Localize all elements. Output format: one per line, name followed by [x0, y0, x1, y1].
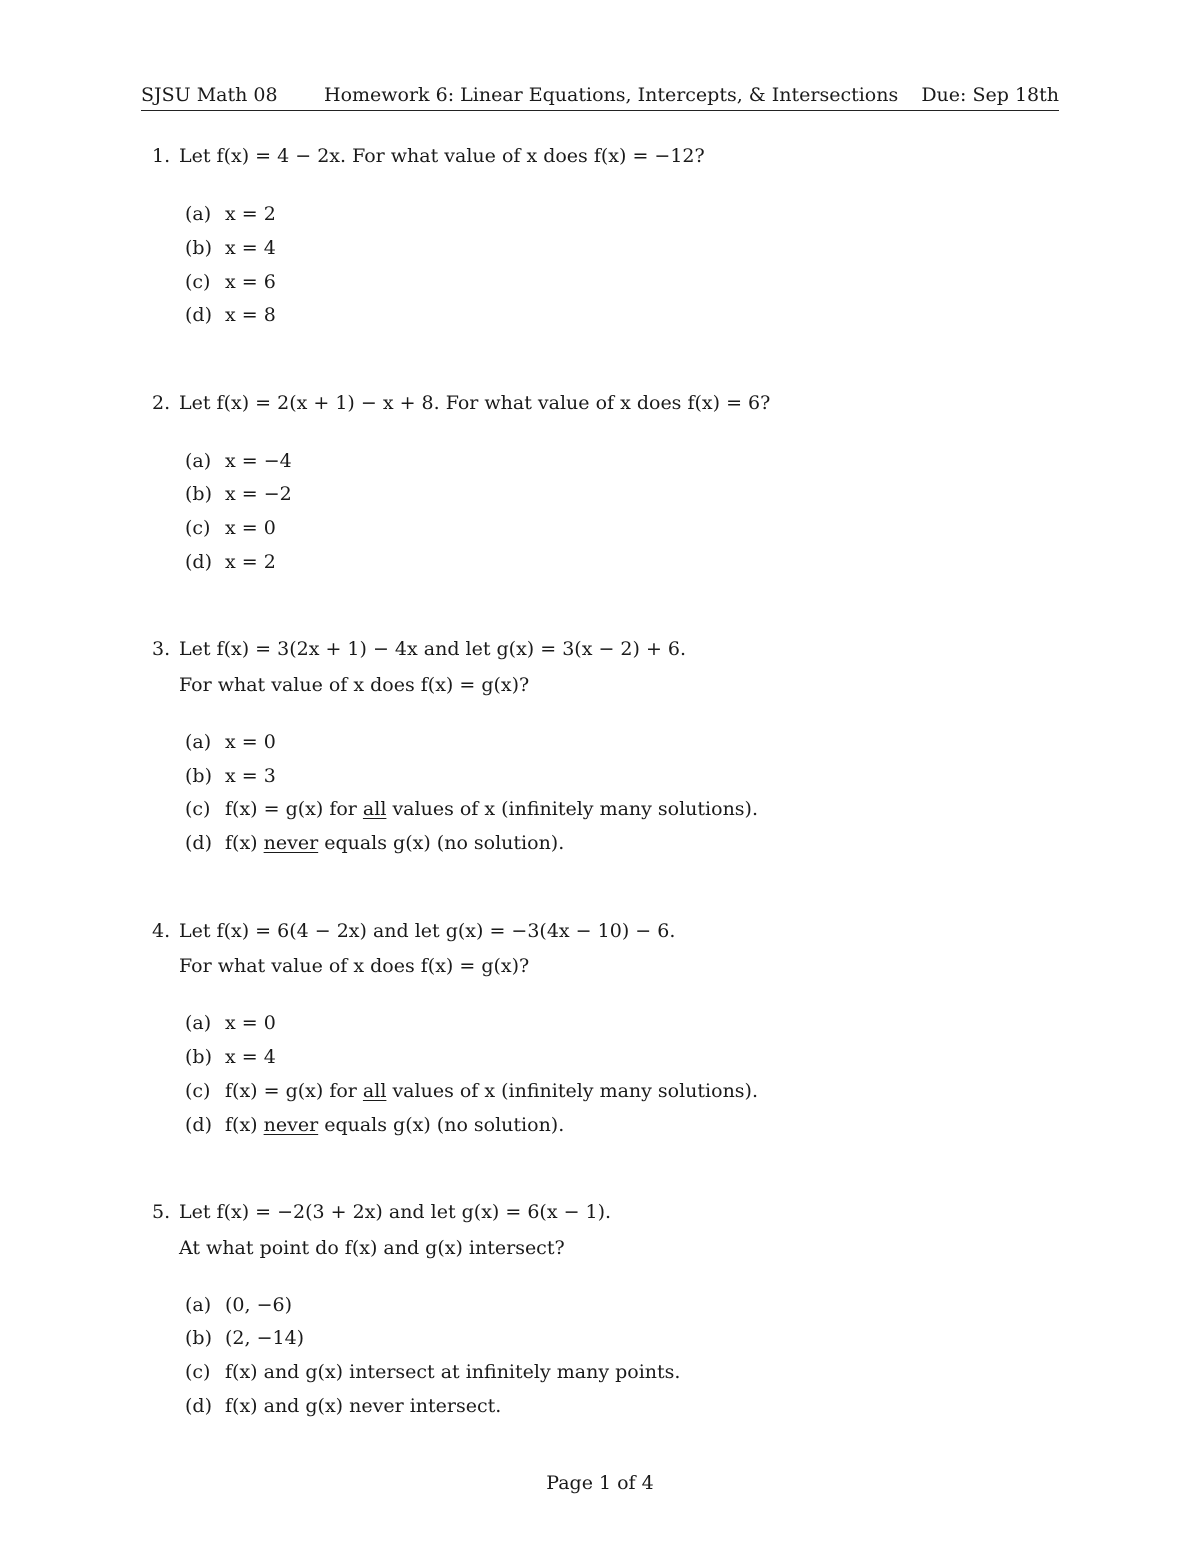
option-label: (a)	[185, 1012, 212, 1034]
option-text: x = 0	[225, 1012, 276, 1034]
option-label: (a)	[185, 450, 212, 472]
option-text: f(x) never equals g(x) (no solution).	[225, 1114, 565, 1136]
option-label: (a)	[185, 203, 212, 225]
page-header	[141, 84, 1059, 111]
option-text: f(x) and g(x) never intersect.	[225, 1395, 502, 1417]
question-text: Let f(x) = 6(4 − 2x) and let g(x) = −3(4x − 10) − 6.	[179, 920, 676, 942]
question-text: Let f(x) = 4 − 2x. For what value of x does f(x) = −12?	[179, 145, 705, 167]
page-number: Page 1 of 4	[546, 1472, 654, 1494]
option-label: (d)	[185, 551, 212, 573]
question-text: Let f(x) = 3(2x + 1) − 4x and let g(x) = 3(x − 2) + 6.	[179, 638, 687, 660]
option-label: (a)	[185, 731, 212, 753]
option-label: (d)	[185, 832, 212, 854]
option-label: (c)	[185, 798, 211, 820]
option-text: x = −4	[225, 450, 292, 472]
option-text: x = 4	[225, 1046, 276, 1068]
option-text: x = 3	[225, 765, 276, 787]
question-number: 3.	[152, 638, 171, 660]
option-text: x = 0	[225, 731, 276, 753]
question-number: 4.	[152, 920, 171, 942]
question-number: 1.	[152, 145, 171, 167]
option-label: (d)	[185, 304, 212, 326]
option-label: (b)	[185, 483, 212, 505]
option-text: x = 4	[225, 237, 276, 259]
option-text: x = 2	[225, 551, 276, 573]
option-text: x = 2	[225, 203, 276, 225]
option-text: f(x) = g(x) for all values of x (infinitely many solutions).	[225, 1080, 759, 1102]
option-label: (b)	[185, 765, 212, 787]
question-number: 2.	[152, 392, 171, 414]
option-text: x = 6	[225, 271, 276, 293]
option-label: (b)	[185, 237, 212, 259]
underlined-word: all	[362, 798, 387, 820]
option-label: (c)	[185, 1361, 211, 1383]
option-text: f(x) = g(x) for all values of x (infinitely many solutions).	[225, 798, 759, 820]
option-text: x = 0	[225, 517, 276, 539]
underlined-word: never	[263, 1114, 319, 1136]
option-label: (c)	[185, 1080, 211, 1102]
question-number: 5.	[152, 1201, 171, 1223]
question-text: Let f(x) = 2(x + 1) − x + 8. For what value of x does f(x) = 6?	[179, 392, 771, 414]
option-text: f(x) and g(x) intersect at infinitely many points.	[225, 1361, 681, 1383]
homework-title: Homework 6: Linear Equations, Intercepts, & Intersections	[324, 84, 899, 106]
option-text: (0, −6)	[225, 1294, 293, 1316]
option-text: f(x) never equals g(x) (no solution).	[225, 832, 565, 854]
option-label: (b)	[185, 1046, 212, 1068]
underlined-word: all	[362, 1080, 387, 1102]
option-text: x = −2	[225, 483, 292, 505]
underlined-word: never	[263, 832, 319, 854]
question-text: For what value of x does f(x) = g(x)?	[179, 955, 530, 977]
option-label: (d)	[185, 1395, 212, 1417]
option-label: (d)	[185, 1114, 212, 1136]
option-text: (2, −14)	[225, 1327, 305, 1349]
option-text: x = 8	[225, 304, 276, 326]
due-date: Due: Sep 18th	[921, 84, 1059, 106]
course-name: SJSU Math 08	[141, 84, 278, 106]
question-text: For what value of x does f(x) = g(x)?	[179, 674, 530, 696]
question-text: At what point do f(x) and g(x) intersect?	[179, 1237, 565, 1259]
option-label: (c)	[185, 271, 211, 293]
option-label: (c)	[185, 517, 211, 539]
option-label: (b)	[185, 1327, 212, 1349]
question-text: Let f(x) = −2(3 + 2x) and let g(x) = 6(x − 1).	[179, 1201, 612, 1223]
option-label: (a)	[185, 1294, 212, 1316]
